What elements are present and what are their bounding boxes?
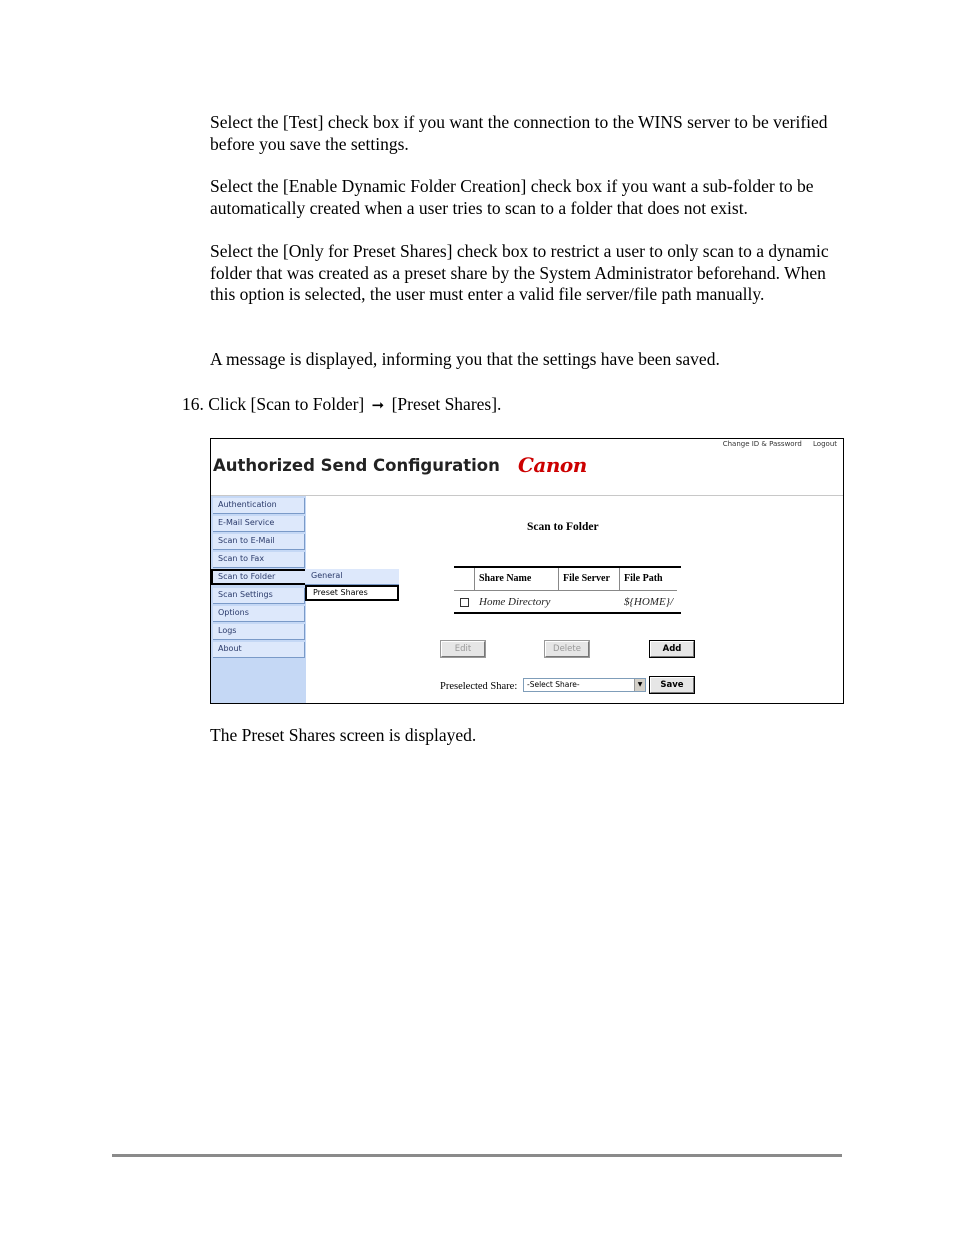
paragraph-settings-saved: A message is displayed, informing you that the settings have been saved.: [210, 349, 720, 369]
nav-item-authentication[interactable]: Authentication: [213, 498, 305, 514]
save-button[interactable]: Save: [650, 677, 694, 693]
column-header-file-server: File Server: [563, 573, 610, 584]
app-header: [211, 439, 843, 496]
paragraph-preset-shares-only: Select the [Only for Preset Shares] check box to restrict a user to only scan to a dynamic folder that was created as a preset share by the System Administrator beforehand. When this option is selected, the user must enter a valid file server/file path manually.: [210, 241, 829, 304]
paragraph-test-checkbox: Select the [Test] check box if you want the connection to the WINS server to be verified before you save the settings.: [210, 112, 828, 154]
step-16: [182, 393, 501, 416]
subnav-item-general[interactable]: General: [305, 569, 399, 585]
chevron-down-icon[interactable]: ▼: [634, 679, 645, 691]
column-divider: [474, 568, 475, 590]
column-divider: [619, 568, 620, 590]
preselected-share-value: -Select Share-: [527, 680, 580, 689]
preselected-share-label: Preselected Share:: [440, 681, 518, 692]
nav-item-scan-settings[interactable]: Scan Settings: [213, 588, 305, 604]
top-links: [714, 440, 837, 448]
column-header-file-path: File Path: [624, 573, 663, 584]
row-checkbox[interactable]: [460, 598, 469, 607]
nav-item-about[interactable]: About: [213, 642, 305, 658]
column-divider: [558, 568, 559, 590]
add-button[interactable]: Add: [650, 641, 694, 657]
change-id-password-link[interactable]: Change ID & Password: [722, 440, 802, 448]
step-16-target: [Preset Shares].: [391, 394, 502, 414]
delete-button[interactable]: Delete: [545, 641, 589, 657]
arrow-right-icon: ➞: [371, 396, 385, 414]
footer-rule: [112, 1154, 842, 1157]
cell-share-name: Home Directory: [479, 596, 551, 608]
column-header-share-name: Share Name: [479, 573, 532, 584]
paragraph-dynamic-folder: Select the [Enable Dynamic Folder Creation] check box if you want a sub-folder to be automatically created when a user tries to scan to a folder that does not exist.: [210, 176, 814, 218]
nav-item-scan-to-folder[interactable]: Scan to Folder: [211, 569, 307, 585]
app-screenshot: [210, 438, 844, 704]
section-title: Scan to Folder: [527, 521, 599, 533]
nav-item-logs[interactable]: Logs: [213, 624, 305, 640]
logout-link[interactable]: Logout: [813, 440, 837, 448]
paragraph-preset-shares-displayed: The Preset Shares screen is displayed.: [210, 725, 477, 745]
nav-item-scan-to-fax[interactable]: Scan to Fax: [213, 552, 305, 568]
row-divider: [454, 590, 677, 591]
edit-button[interactable]: Edit: [441, 641, 485, 657]
app-title: Authorized Send Configuration: [213, 456, 500, 475]
step-16-text: 16. Click [Scan to Folder]: [182, 394, 365, 414]
nav-item-scan-to-email[interactable]: Scan to E-Mail: [213, 534, 305, 550]
preset-shares-table: [454, 566, 681, 614]
preselected-share-select[interactable]: [523, 678, 646, 692]
canon-logo: Canon: [518, 453, 587, 477]
cell-file-path: ${HOME}/: [624, 596, 674, 608]
nav-item-email-service[interactable]: E-Mail Service: [213, 516, 305, 532]
nav-item-options[interactable]: Options: [213, 606, 305, 622]
subnav-item-preset-shares[interactable]: Preset Shares: [305, 585, 399, 601]
